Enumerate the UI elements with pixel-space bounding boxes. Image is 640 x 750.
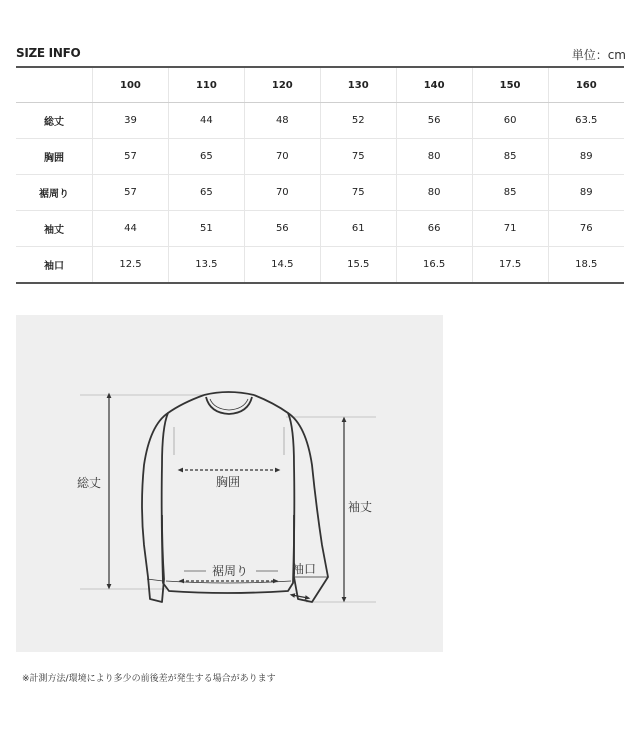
table-cell: 66 bbox=[396, 211, 472, 247]
measurement-diagram bbox=[16, 315, 443, 652]
sweatshirt-illustration bbox=[16, 315, 443, 652]
table-cell: 85 bbox=[472, 139, 548, 175]
row-label: 胸囲 bbox=[16, 139, 93, 175]
table-row bbox=[16, 211, 624, 247]
table-cell: 70 bbox=[244, 175, 320, 211]
sleeve-length-label: 袖丈 bbox=[348, 500, 373, 514]
cuff-arrow bbox=[292, 595, 308, 598]
table-cell: 18.5 bbox=[548, 247, 624, 284]
size-info-title: SIZE INFO bbox=[16, 46, 81, 60]
table-cell: 13.5 bbox=[168, 247, 244, 284]
table-cell: 12.5 bbox=[93, 247, 169, 284]
table-cell: 80 bbox=[396, 175, 472, 211]
row-label: 袖丈 bbox=[16, 211, 93, 247]
header-cell-size: 160 bbox=[548, 67, 624, 103]
table-row bbox=[16, 103, 624, 139]
table-cell: 60 bbox=[472, 103, 548, 139]
table-cell: 56 bbox=[396, 103, 472, 139]
measurement-note: ※計測方法/環境により多少の前後差が発生する場合があります bbox=[22, 674, 276, 684]
unit-label: 単位：cm bbox=[571, 48, 626, 62]
table-cell: 65 bbox=[168, 175, 244, 211]
table-cell: 39 bbox=[93, 103, 169, 139]
table-cell: 70 bbox=[244, 139, 320, 175]
hem-label: 裾周り bbox=[212, 564, 249, 578]
table-cell: 65 bbox=[168, 139, 244, 175]
table-cell: 16.5 bbox=[396, 247, 472, 284]
table-cell: 48 bbox=[244, 103, 320, 139]
table-cell: 63.5 bbox=[548, 103, 624, 139]
table-cell: 89 bbox=[548, 175, 624, 211]
table-cell: 80 bbox=[396, 139, 472, 175]
size-header-row bbox=[16, 67, 624, 103]
table-row bbox=[16, 139, 624, 175]
table-cell: 85 bbox=[472, 175, 548, 211]
header-cell-size: 100 bbox=[93, 67, 169, 103]
table-cell: 71 bbox=[472, 211, 548, 247]
table-row bbox=[16, 247, 624, 284]
cuff-label: 袖口 bbox=[292, 562, 317, 576]
row-label: 裾周り bbox=[16, 175, 93, 211]
total-length-label: 総丈 bbox=[77, 476, 102, 490]
table-cell: 56 bbox=[244, 211, 320, 247]
table-cell: 75 bbox=[320, 139, 396, 175]
table-cell: 75 bbox=[320, 175, 396, 211]
table-cell: 14.5 bbox=[244, 247, 320, 284]
table-cell: 15.5 bbox=[320, 247, 396, 284]
table-cell: 76 bbox=[548, 211, 624, 247]
chest-label: 胸囲 bbox=[216, 475, 241, 489]
header-cell-size: 110 bbox=[168, 67, 244, 103]
header-cell-size: 150 bbox=[472, 67, 548, 103]
table-cell: 44 bbox=[93, 211, 169, 247]
header-cell-size: 120 bbox=[244, 67, 320, 103]
header-cell-blank bbox=[16, 67, 93, 103]
row-label: 袖口 bbox=[44, 261, 64, 272]
table-cell: 89 bbox=[548, 139, 624, 175]
table-cell: 17.5 bbox=[472, 247, 548, 284]
table-cell: 52 bbox=[320, 103, 396, 139]
table-cell: 44 bbox=[168, 103, 244, 139]
table-cell: 51 bbox=[168, 211, 244, 247]
header-cell-size: 130 bbox=[320, 67, 396, 103]
row-label: 総丈 bbox=[16, 103, 93, 139]
size-table bbox=[16, 66, 624, 284]
header-cell-size: 140 bbox=[396, 67, 472, 103]
table-row bbox=[16, 175, 624, 211]
table-cell: 57 bbox=[93, 139, 169, 175]
table-cell: 61 bbox=[320, 211, 396, 247]
table-cell: 57 bbox=[93, 175, 169, 211]
